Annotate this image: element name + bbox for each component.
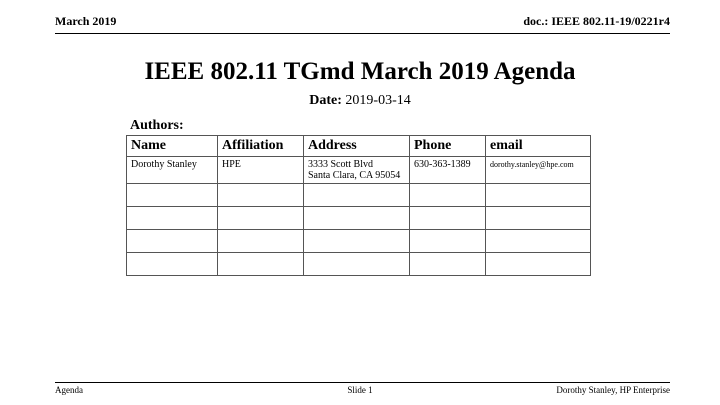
table-cell	[410, 207, 486, 230]
authors-table	[126, 135, 591, 276]
table-cell	[486, 184, 591, 207]
table-cell	[127, 207, 218, 230]
header-rule	[55, 33, 670, 34]
table-cell	[304, 207, 410, 230]
table-cell	[127, 184, 218, 207]
table-header-row	[127, 136, 591, 157]
slide-title: IEEE 802.11 TGmd March 2019 Agenda	[144, 58, 576, 85]
table-cell	[410, 184, 486, 207]
table-row-empty	[127, 230, 591, 253]
slide-number: Slide 1	[347, 385, 373, 395]
column-header-affiliation: Affiliation	[218, 136, 304, 157]
author-name: Dorothy Stanley	[127, 157, 218, 184]
table-cell	[218, 253, 304, 276]
address-line-2: Santa Clara, CA 95054	[308, 170, 401, 181]
author-address	[304, 157, 410, 184]
table-cell	[127, 253, 218, 276]
author-phone: 630-363-1389	[410, 157, 486, 184]
author-affiliation: HPE	[218, 157, 304, 184]
table-cell	[486, 207, 591, 230]
table-row-empty	[127, 253, 591, 276]
header-doc-id: doc.: IEEE 802.11-19/0221r4	[523, 14, 670, 28]
header-date: March 2019	[55, 14, 117, 28]
table-row	[127, 157, 591, 184]
column-header-name: Name	[127, 136, 218, 157]
table-cell	[410, 253, 486, 276]
table-cell	[218, 184, 304, 207]
table-row-empty	[127, 207, 591, 230]
table-cell	[304, 253, 410, 276]
author-email: dorothy.stanley@hpe.com	[486, 157, 591, 184]
column-header-address: Address	[304, 136, 410, 157]
footer-rule	[55, 382, 670, 383]
table-row-empty	[127, 184, 591, 207]
table-cell	[304, 184, 410, 207]
address-line-1: 3333 Scott Blvd	[308, 159, 374, 170]
footer-author: Dorothy Stanley, HP Enterprise	[556, 385, 670, 395]
column-header-phone: Phone	[410, 136, 486, 157]
table-cell	[218, 230, 304, 253]
table-cell	[127, 230, 218, 253]
table-cell	[304, 230, 410, 253]
table-cell	[410, 230, 486, 253]
authors-heading: Authors:	[130, 118, 184, 133]
date-label: Date:	[309, 93, 342, 108]
table-cell	[218, 207, 304, 230]
column-header-email: email	[486, 136, 591, 157]
date-value: 2019-03-14	[345, 93, 411, 108]
table-cell	[486, 253, 591, 276]
footer-section: Agenda	[55, 385, 83, 395]
date-line	[0, 93, 720, 109]
table-cell	[486, 230, 591, 253]
